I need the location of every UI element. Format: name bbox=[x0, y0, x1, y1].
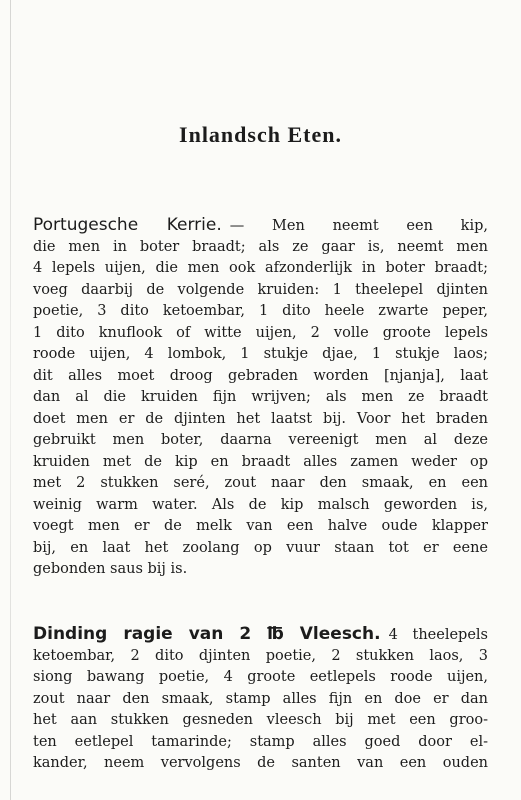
recipe-text-line: ten eetlepel tamarinde; stamp alles goed door el- bbox=[33, 733, 488, 750]
recipe-text-line: zout naar den smaak, stamp alles fijn en doe er dan bbox=[33, 690, 488, 707]
recipe-text-line: die men in boter braadt; als ze gaar is, neemt men bbox=[33, 238, 488, 255]
recipe-text-line: poetie, 3 dito ketoembar, 1 dito heele zwarte peper, bbox=[33, 303, 488, 319]
recipe-dinding-ragie bbox=[33, 624, 488, 775]
recipe-text-line: voeg daarbij de volgende kruiden: 1 theelepel djinten bbox=[33, 281, 488, 298]
recipe-text-line: ketoembar, 2 dito djinten poetie, 2 stukken laos, 3 bbox=[33, 647, 488, 664]
recipe-portugesche-kerrie bbox=[33, 215, 488, 581]
recipe-text-line: 4 lepels uijen, die men ook afzonderlijk in boter braadt; bbox=[33, 260, 488, 276]
recipe-text-line: weinig warm water. Als de kip malsch geworden is, bbox=[33, 496, 488, 513]
recipe-text-line: bij, en laat het zoolang op vuur staan tot er eene bbox=[33, 539, 488, 556]
page-binding-edge bbox=[10, 0, 11, 800]
recipe-text-line: gebruikt men boter, daarna vereenigt men al deze bbox=[33, 432, 488, 448]
recipe-heading: Dinding ragie van 2 ℔ Vleesch. bbox=[33, 624, 381, 644]
recipe-text-line: met 2 stukken seré, zout naar den smaak, en een bbox=[33, 475, 488, 491]
recipe-text-line: kander, neem vervolgens de santen van een ouden bbox=[33, 755, 488, 771]
recipe-text-line: 1 dito knuflook of witte uijen, 2 volle groote lepels bbox=[33, 324, 488, 341]
recipe-text-line: Dinding ragie van 2 ℔ Vleesch. 4 theelepels bbox=[33, 624, 488, 644]
recipe-text-line: Portugesche Kerrie. — Men neemt een kip, bbox=[33, 215, 488, 235]
recipe-text-line: dan al die kruiden fijn wrijven; als men ze braadt bbox=[33, 389, 488, 405]
recipe-text-line: dit alles moet droog gebraden worden [njanja], laat bbox=[33, 367, 488, 384]
recipe-text-line: voegt men er de melk van een halve oude klapper bbox=[33, 518, 488, 534]
page-title: Inlandsch Eten. bbox=[179, 122, 342, 147]
recipe-text-line: siong bawang poetie, 4 groote eetlepels roode uijen, bbox=[33, 669, 488, 685]
recipe-text-line: roode uijen, 4 lombok, 1 stukje djae, 1 stukje laos; bbox=[33, 346, 488, 362]
recipe-text-line: kruiden met de kip en braadt alles zamen weder op bbox=[33, 453, 488, 470]
recipe-text-line: gebonden saus bij is. bbox=[33, 561, 188, 577]
recipe-heading: Portugesche Kerrie. bbox=[33, 215, 222, 235]
recipe-text-line: doet men er de djinten het laatst bij. Voor het braden bbox=[33, 410, 488, 427]
recipe-text-line: het aan stukken gesneden vleesch bij met een groo- bbox=[33, 712, 488, 728]
